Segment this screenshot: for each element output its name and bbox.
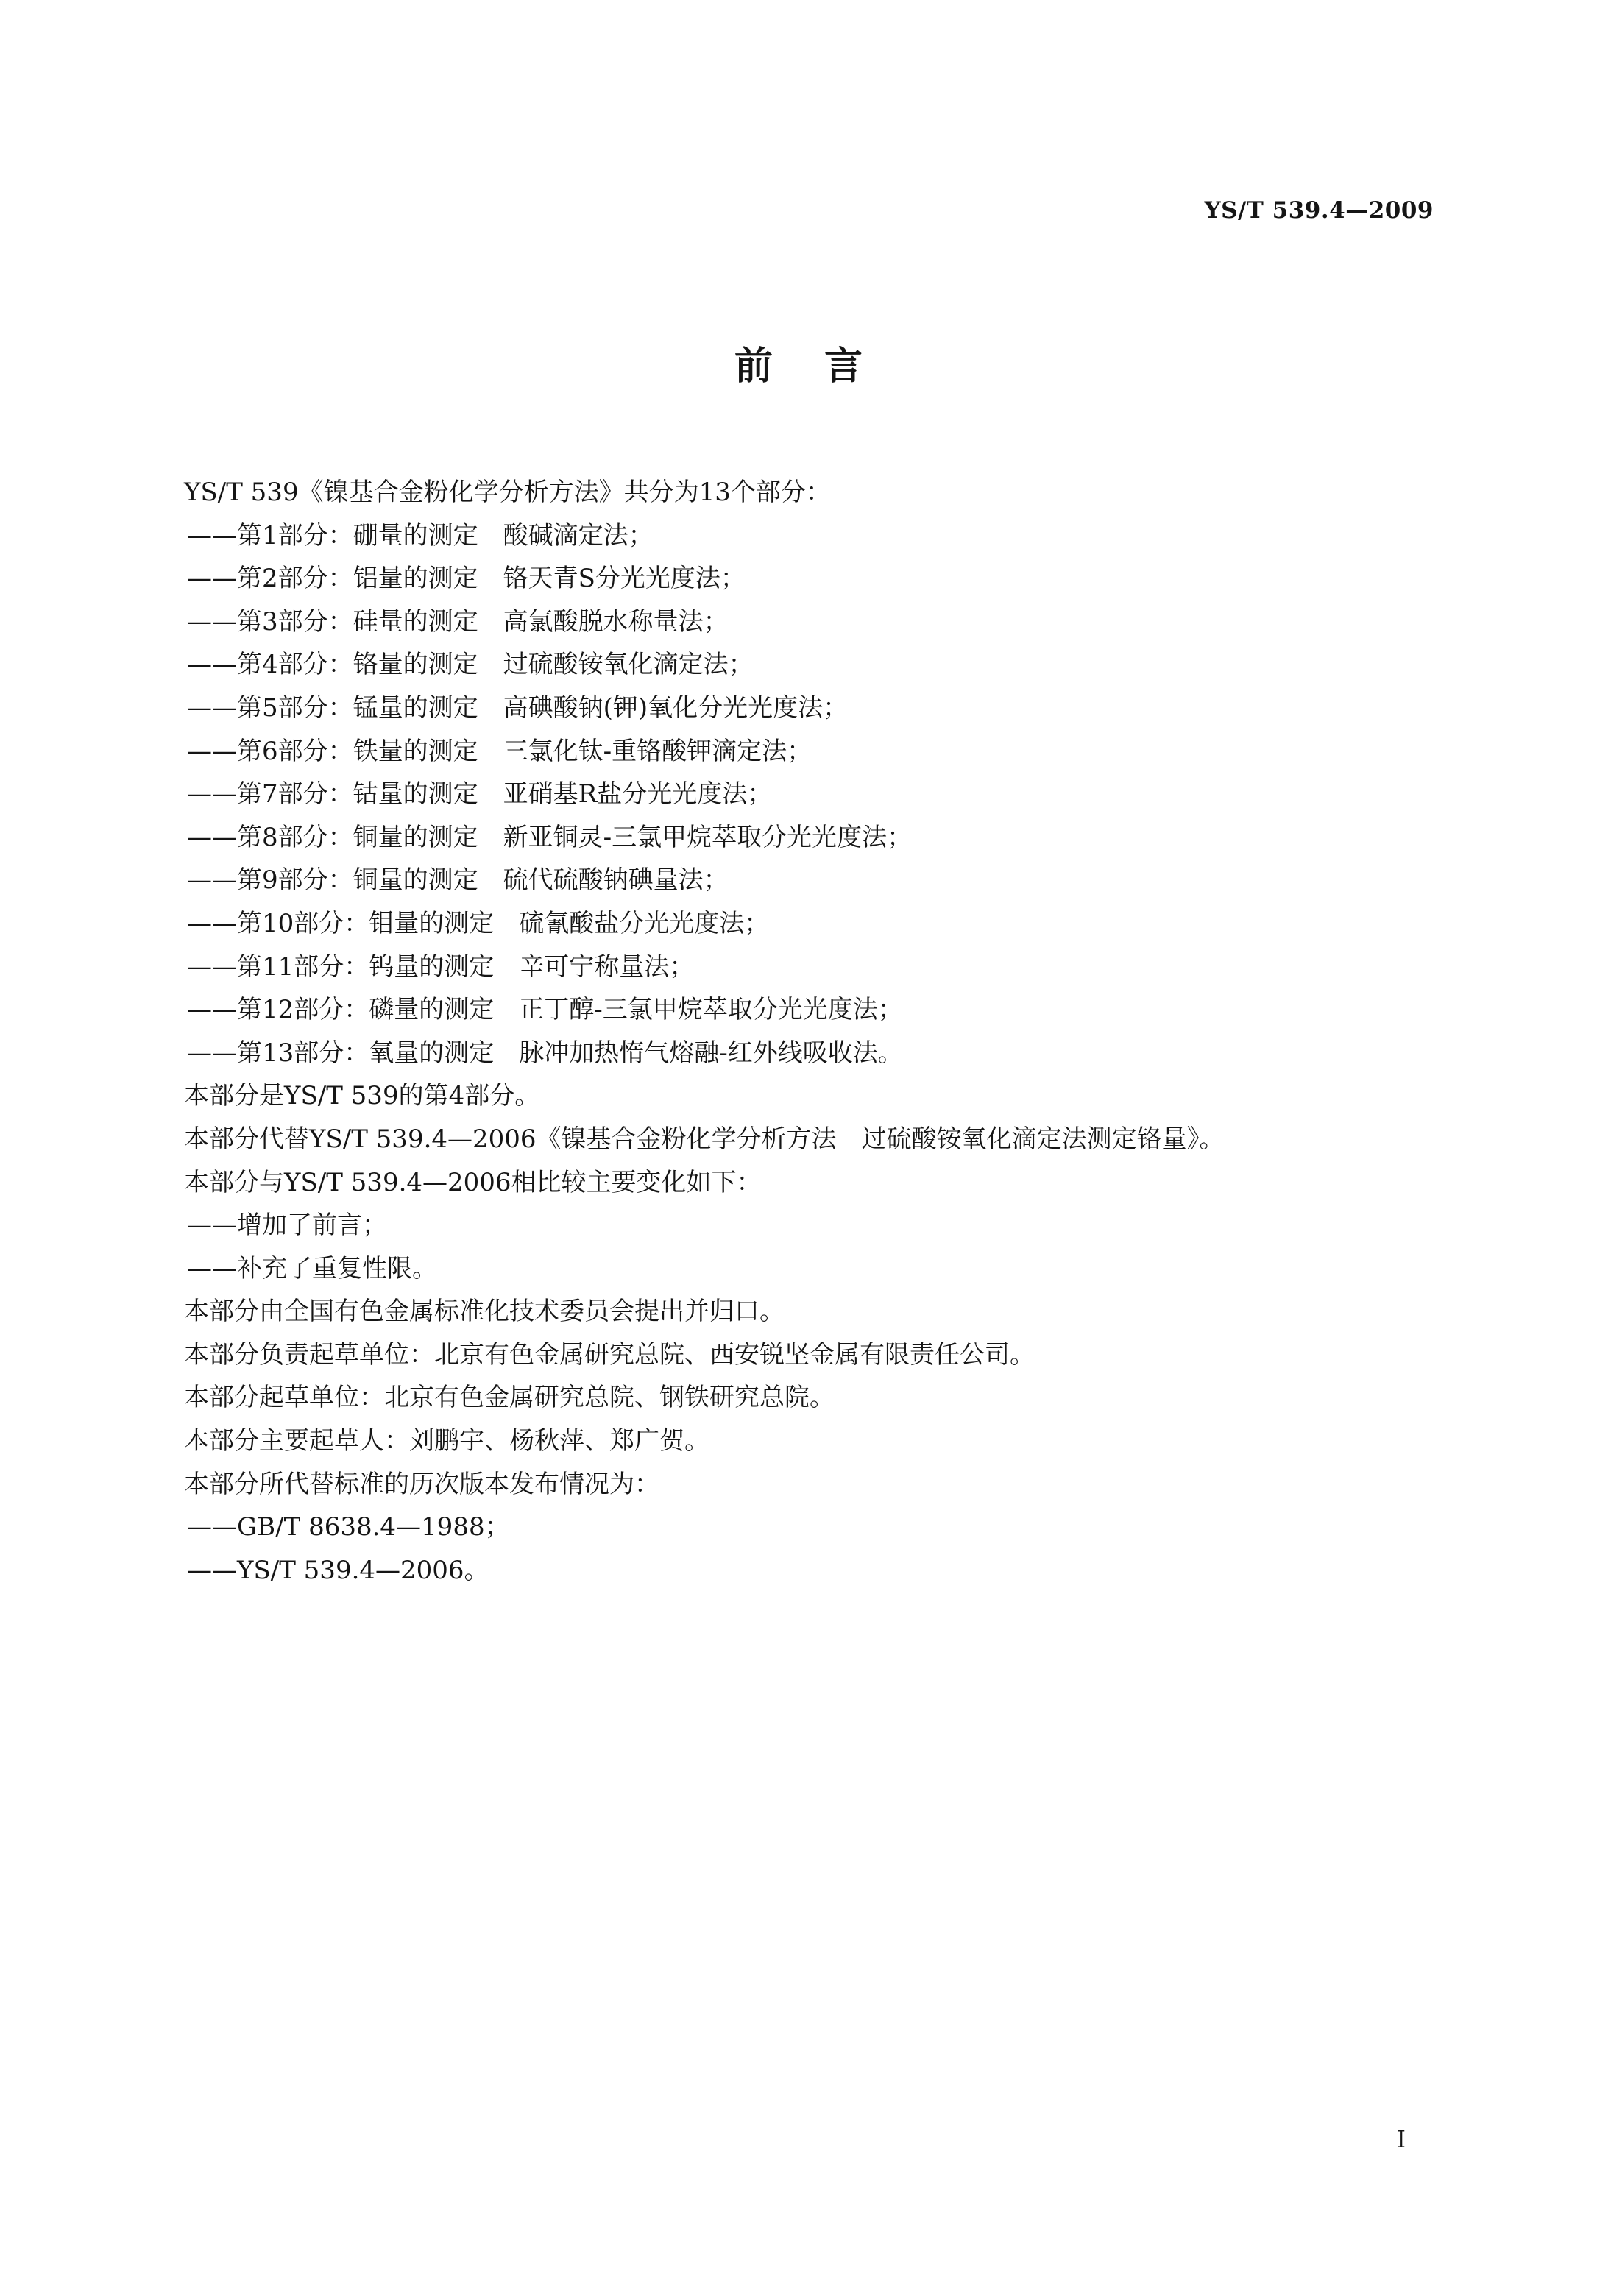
list-item: ——第2部分：铝量的测定 铬天青S分光光度法；	[187, 564, 746, 594]
parts-list	[184, 514, 1435, 1075]
list-item: ——第4部分：铬量的测定 过硫酸铵氧化滴定法；	[187, 650, 754, 680]
list-item: ——第9部分：铜量的测定 硫代硫酸钠碘量法；	[187, 865, 729, 896]
statement-drafters: 本部分主要起草人：刘鹏宇、杨秋萍、郑广贺。	[184, 1426, 709, 1456]
page-number: I	[1396, 2125, 1406, 2153]
list-item: ——YS/T 539.4—2006。	[187, 1555, 489, 1585]
list-item: ——第6部分：铁量的测定 三氯化钛-重铬酸钾滴定法；	[187, 736, 812, 766]
list-item: ——补充了重复性限。	[187, 1253, 437, 1283]
statement-history: 本部分所代替标准的历次版本发布情况为：	[184, 1469, 659, 1499]
statement-changes: 本部分与YS/T 539.4—2006相比较主要变化如下：	[184, 1167, 762, 1197]
foreword-body	[184, 471, 1435, 1592]
list-item: ——第3部分：硅量的测定 高氯酸脱水称量法；	[187, 606, 729, 637]
list-item: ——第7部分：钴量的测定 亚硝基R盐分光光度法；	[187, 779, 773, 809]
statement-proposer: 本部分由全国有色金属标准化技术委员会提出并归口。	[184, 1297, 785, 1327]
statement-responsible: 本部分负责起草单位：北京有色金属研究总院、西安锐坚金属有限责任公司。	[184, 1339, 1035, 1370]
statement-drafting-units: 本部分起草单位：北京有色金属研究总院、钢铁研究总院。	[184, 1383, 835, 1413]
list-item: ——GB/T 8638.4—1988；	[187, 1512, 510, 1542]
list-item: ——第10部分：钼量的测定 硫氰酸盐分光光度法；	[187, 908, 770, 938]
intro-line: YS/T 539《镍基合金粉化学分析方法》共分为13个部分：	[184, 478, 831, 507]
list-item: ——增加了前言；	[187, 1211, 387, 1241]
changes-list	[184, 1204, 1435, 1290]
statement-replaces: 本部分代替YS/T 539.4—2006《镍基合金粉化学分析方法 过硫酸铵氧化滴定法测定铬量》。	[184, 1124, 1225, 1154]
list-item: ——第11部分：钨量的测定 辛可宁称量法；	[187, 952, 695, 982]
list-item: ——第5部分：锰量的测定 高碘酸钠(钾)氧化分光光度法；	[187, 692, 849, 723]
standard-number: YS/T 539.4—2009	[1204, 197, 1434, 224]
page-title: 前言	[734, 344, 914, 389]
list-item: ——第13部分：氧量的测定 脉冲加热惰气熔融-红外线吸收法。	[187, 1038, 903, 1068]
list-item: ——第1部分：硼量的测定 酸碱滴定法；	[187, 520, 654, 550]
statement-part: 本部分是YS/T 539的第4部分。	[184, 1081, 540, 1111]
history-list	[184, 1506, 1435, 1592]
list-item: ——第8部分：铜量的测定 新亚铜灵-三氯甲烷萃取分光光度法；	[187, 822, 913, 852]
list-item: ——第12部分：磷量的测定 正丁醇-三氯甲烷萃取分光光度法；	[187, 995, 903, 1025]
